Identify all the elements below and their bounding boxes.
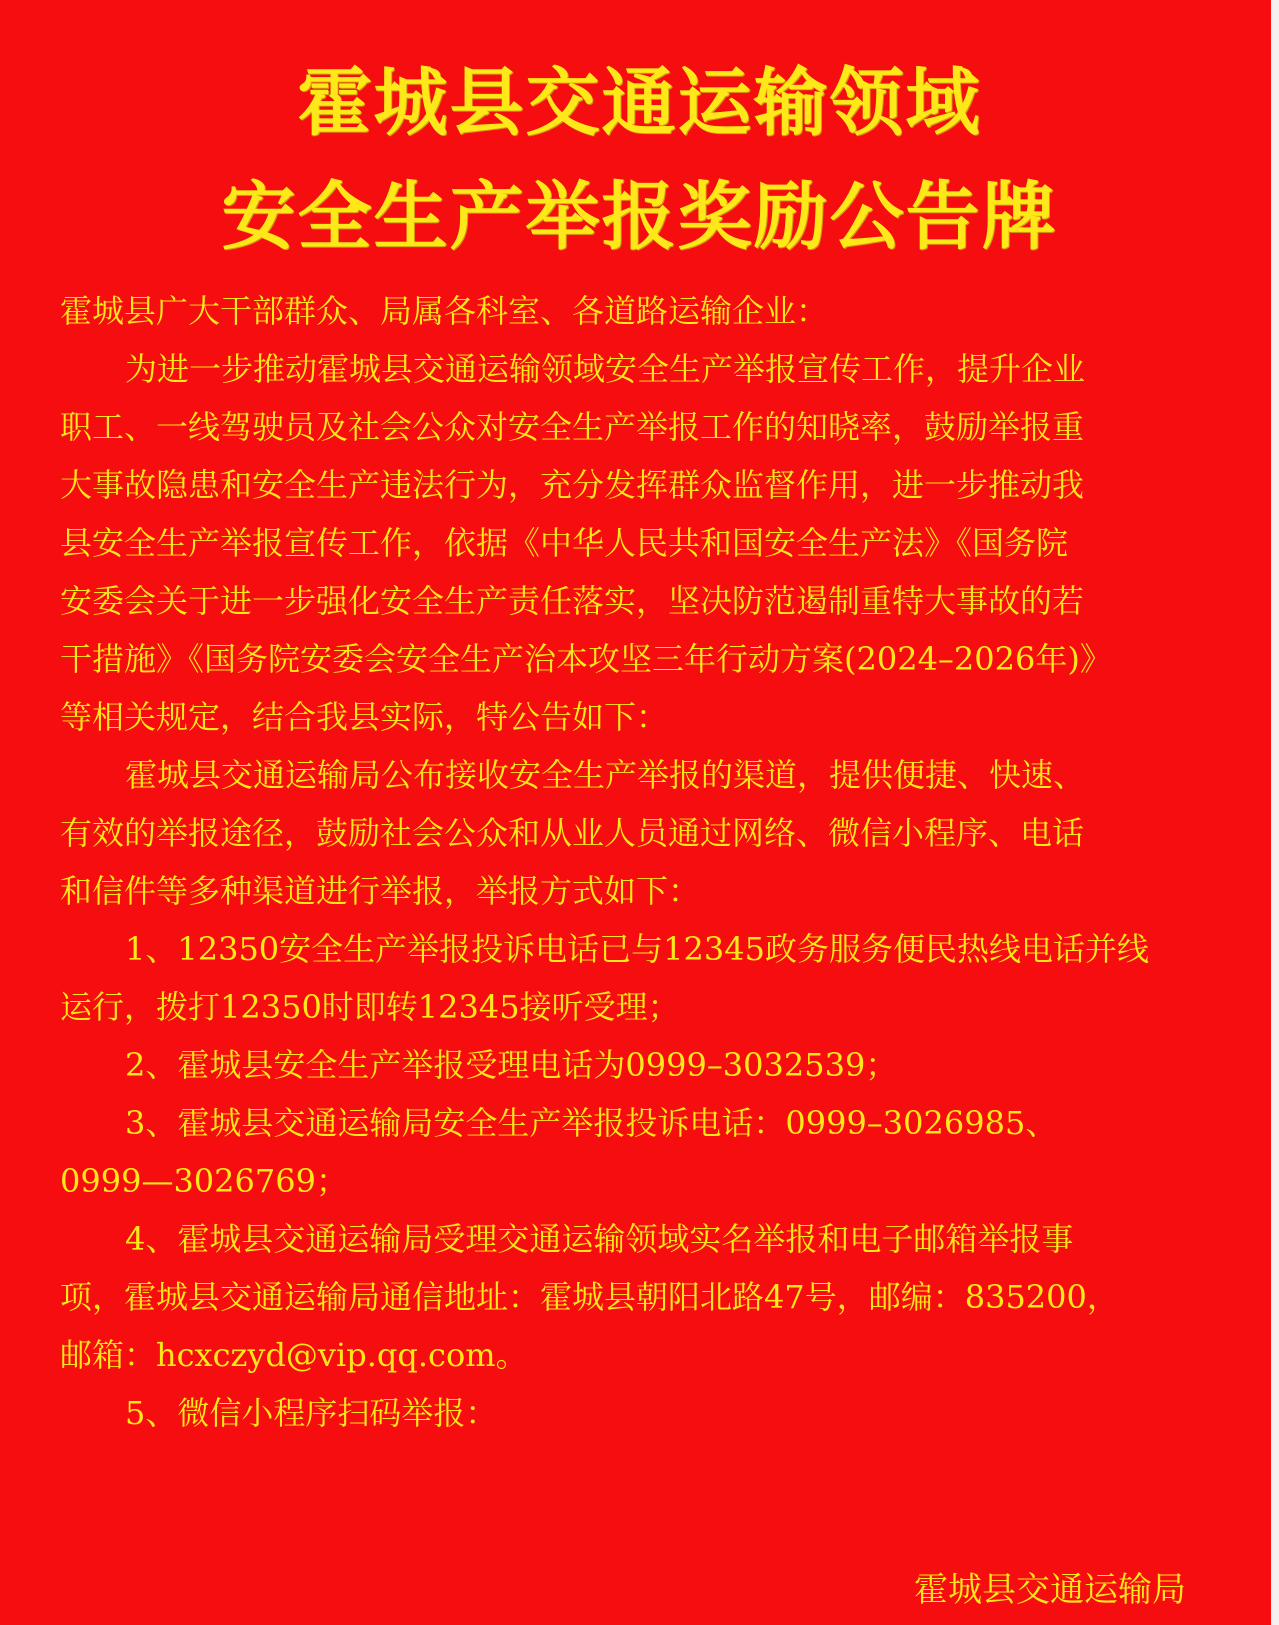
paragraph-1-line: 等相关规定，结合我县实际，特公告如下： [60, 698, 669, 736]
paragraph-2-line: 和信件等多种渠道进行举报，举报方式如下： [60, 872, 701, 910]
paragraph-1-line: 干措施》《国务院安委会安全生产治本攻坚三年行动方案(2024–2026年)》 [60, 640, 1112, 678]
report-method-4-cont: 项，霍城县交通运输局通信地址：霍城县朝阳北路47号，邮编：835200， [60, 1278, 1119, 1316]
report-method-5: 5、微信小程序扫码举报： [125, 1394, 498, 1432]
report-method-1-cont: 运行，拨打12350时即转12345接听受理； [60, 988, 680, 1026]
paragraph-1-line: 县安全生产举报宣传工作，依据《中华人民共和国安全生产法》《国务院 [60, 524, 1069, 562]
signature-issuer: 霍城县交通运输局 [914, 1570, 1186, 1610]
paragraph-1-line: 职工、一线驾驶员及社会公众对安全生产举报工作的知晓率，鼓励举报重 [60, 408, 1085, 446]
report-method-4: 4、霍城县交通运输局受理交通运输领域实名举报和电子邮箱举报事 [125, 1220, 1074, 1258]
greeting: 霍城县广大干部群众、局属各科室、各道路运输企业： [60, 292, 829, 330]
report-method-3-cont: 0999—3026769； [60, 1162, 348, 1200]
title-line-2: 安全生产举报奖励公告牌 [221, 174, 1058, 260]
paragraph-2-line: 霍城县交通运输局公布接收安全生产举报的渠道，提供便捷、快速、 [125, 756, 1086, 794]
report-method-1: 1、12350安全生产举报投诉电话已与12345政务服务便民热线电话并线 [125, 930, 1149, 968]
paragraph-1-line: 安委会关于进一步强化安全生产责任落实，坚决防范遏制重特大事故的若 [60, 582, 1085, 620]
paragraph-1-line: 为进一步推动霍城县交通运输领域安全生产举报宣传工作，提升企业 [125, 350, 1086, 388]
title-line-1: 霍城县交通运输领域 [297, 60, 982, 146]
report-method-3: 3、霍城县交通运输局安全生产举报投诉电话：0999–3026985、 [125, 1104, 1058, 1142]
paragraph-1-line: 大事故隐患和安全生产违法行为，充分发挥群众监督作用，进一步推动我 [60, 466, 1085, 504]
paragraph-2-line: 有效的举报途径，鼓励社会公众和从业人员通过网络、微信小程序、电话 [60, 814, 1085, 852]
report-method-2: 2、霍城县安全生产举报受理电话为0999–3032539； [125, 1046, 898, 1084]
report-email: 邮箱：hcxczyd@vip.qq.com。 [60, 1336, 528, 1374]
